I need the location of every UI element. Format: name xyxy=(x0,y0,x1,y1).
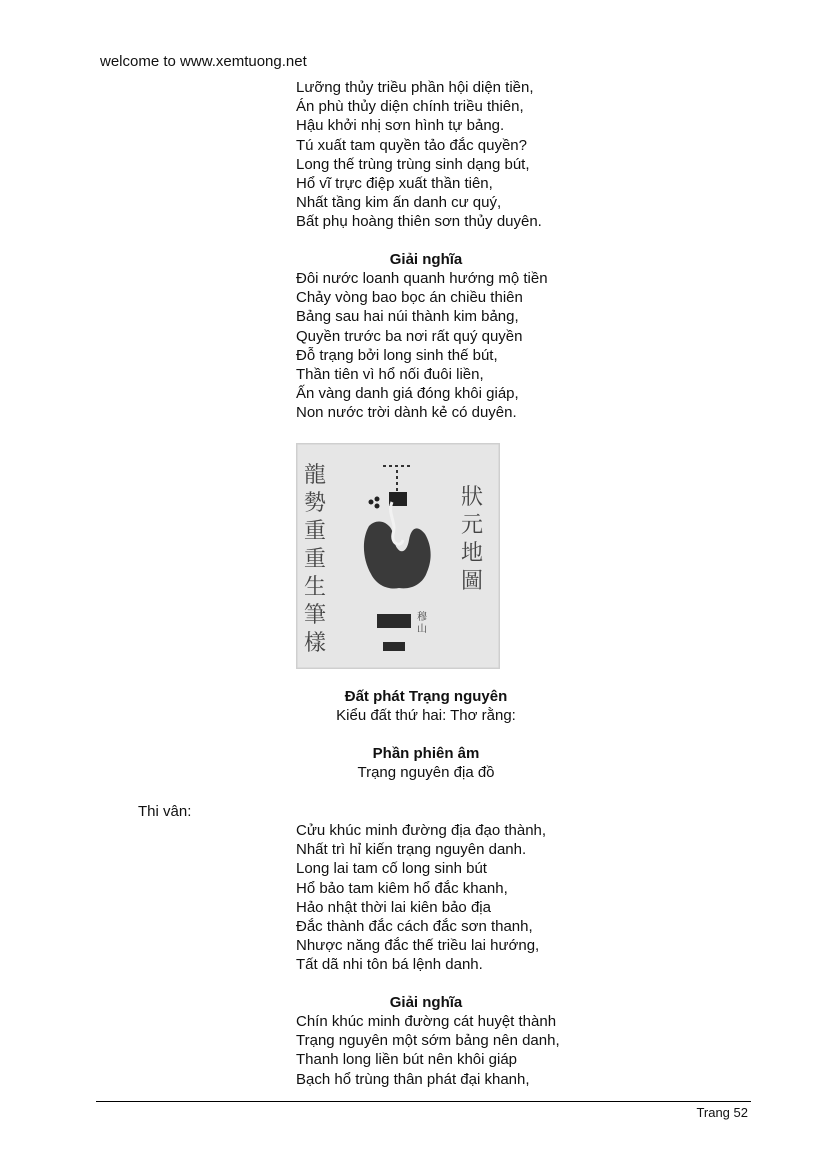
verse-line: Nhất trì hỉ kiến trạng nguyên danh. xyxy=(296,841,527,859)
section-title: Đất phát Trạng nguyên xyxy=(344,688,508,705)
verse-line: Nhược năng đắc thế triều lai hướng, xyxy=(296,937,540,955)
poem-intro: Thi vân: xyxy=(138,803,192,820)
meaning-line: Chảy vòng bao bọc án chiều thiên xyxy=(296,289,523,307)
meaning-line: Đỗ trạng bởi long sinh thế bút, xyxy=(296,346,498,364)
poem-1 xyxy=(296,78,542,232)
verse-line: Án phù thủy diện chính triều thiên, xyxy=(296,98,524,116)
verse-line: Nhất tầng kim ấn danh cư quý, xyxy=(296,194,502,212)
verse-line: Hổ vĩ trực điệp xuất thần tiên, xyxy=(296,175,493,193)
footer-divider xyxy=(96,1101,751,1102)
verse-line: Tất dã nhi tôn bá lệnh danh. xyxy=(296,956,483,974)
verse-line: Hậu khởi nhị sơn hình tự bảng. xyxy=(296,117,505,135)
meaning-line: Thanh long liền bút nên khôi giáp xyxy=(296,1051,518,1069)
scanned-map-figure xyxy=(296,443,500,669)
site-header: welcome to www.xemtuong.net xyxy=(100,53,307,70)
page-number: Trang 52 xyxy=(696,1105,748,1120)
figure-right-caption: 狀元地圖 xyxy=(461,485,484,594)
meaning-line: Đôi nước loanh quanh hướng mộ tiền xyxy=(296,270,548,287)
figure-left-caption: 龍勢重重生筆樣 xyxy=(304,463,327,656)
figure-small-label: 穆山 xyxy=(417,612,427,635)
meaning-1 xyxy=(296,269,548,423)
verse-line: Tú xuất tam quyền tảo đắc quyền? xyxy=(296,136,527,154)
poem-2 xyxy=(296,821,546,975)
verse-line: Cửu khúc minh đường địa đạo thành, xyxy=(296,822,547,839)
meaning-line: Ấn vàng danh giá đóng khôi giáp, xyxy=(296,385,519,403)
verse-line: Long lai tam cố long sinh bút xyxy=(296,860,487,878)
meaning-2 xyxy=(296,1012,560,1089)
phonetic-subheading: Trạng nguyên địa đồ xyxy=(357,764,495,781)
meaning-heading-2: Giải nghĩa xyxy=(389,994,463,1011)
meaning-line: Trạng nguyên một sớm bảng nên danh, xyxy=(296,1032,560,1050)
meaning-line: Chín khúc minh đường cát huyệt thành xyxy=(296,1013,557,1030)
phonetic-heading: Phần phiên âm xyxy=(372,745,480,762)
meaning-heading-1: Giải nghĩa xyxy=(389,251,463,268)
meaning-line: Bảng sau hai núi thành kim bảng, xyxy=(296,308,519,326)
meaning-line: Thần tiên vì hổ nối đuôi liền, xyxy=(296,366,484,384)
verse-line: Hổ bảo tam kiêm hổ đắc khanh, xyxy=(296,879,508,897)
meaning-line: Bạch hổ trùng thân phát đại khanh, xyxy=(296,1070,530,1088)
verse-line: Bất phụ hoàng thiên sơn thủy duyên. xyxy=(296,213,542,231)
verse-line: Lưỡng thủy triều phần hội diện tiền, xyxy=(296,79,534,96)
meaning-line: Quyền trước ba nơi rất quý quyền xyxy=(296,327,523,345)
section-subtitle: Kiểu đất thứ hai: Thơ rằng: xyxy=(336,707,516,724)
meaning-line: Non nước trời dành kẻ có duyên. xyxy=(296,404,517,422)
verse-line: Hảo nhật thời lai kiên bảo địa xyxy=(296,898,491,916)
verse-line: Long thế trùng trùng sinh dạng bút, xyxy=(296,155,530,173)
verse-line: Đắc thành đắc cách đắc sơn thanh, xyxy=(296,918,533,936)
